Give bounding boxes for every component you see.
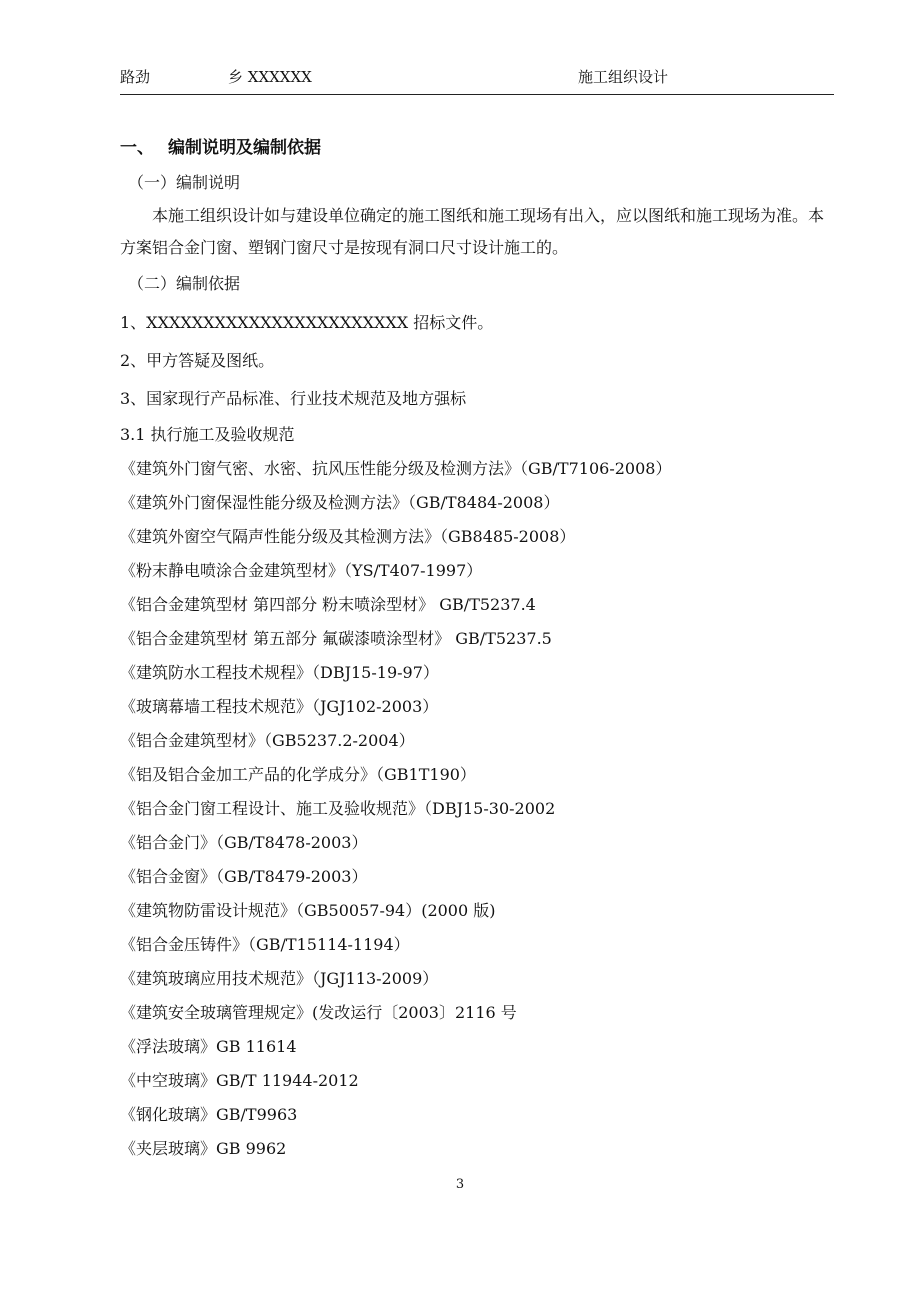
list-item: 《建筑物防雷设计规范》（GB50057-94）(2000 版) [120,901,496,920]
list-item: 2、甲方答疑及图纸。 [120,351,275,370]
list-item: 《浮法玻璃》GB 11614 [120,1037,297,1056]
basis-list [120,304,836,452]
list-item: 《建筑外门窗气密、水密、抗风压性能分级及检测方法》（GB/T7106-2008） [120,459,672,478]
page-body [120,134,836,1166]
list-item: 3、国家现行产品标准、行业技术规范及地方强标 [120,389,467,408]
header-doc-title: 施工组织设计 [578,68,669,86]
list-item: 《铝合金窗》（GB/T8479-2003） [120,867,368,886]
explanation-paragraph: 本施工组织设计如与建设单位确定的施工图纸和施工现场有出入，应以图纸和施工现场为准。本方案铝合金门窗、塑钢门窗尺寸是按现有洞口尺寸设计施工的。 [120,206,825,257]
list-item: 《铝合金建筑型材》（GB5237.2-2004） [120,731,415,750]
list-item: 《铝合金压铸件》（GB/T15114-1194） [120,935,410,954]
page-header [120,64,834,94]
list-item: 《铝合金门窗工程设计、施工及验收规范》（DBJ15-30-2002 [120,799,556,818]
subsection-basis-title: （二）编制依据 [128,274,241,293]
list-item: 《建筑玻璃应用技术规范》（JGJ113-2009） [120,969,439,988]
list-item: 《中空玻璃》GB/T 11944-2012 [120,1071,359,1090]
list-item: 《夹层玻璃》GB 9962 [120,1139,287,1158]
header-rule [120,94,834,95]
list-item: 3.1 执行施工及验收规范 [120,425,295,444]
list-item: 《铝合金建筑型材 第五部分 氟碳漆喷涂型材》 GB/T5237.5 [120,629,552,648]
header-project: 乡 XXXXXX [228,68,312,86]
list-item: 《建筑安全玻璃管理规定》(发改运行〔2003〕2116 号 [120,1003,517,1022]
section-title: 编制说明及编制依据 [168,138,321,158]
list-item: 《铝合金门》（GB/T8478-2003） [120,833,368,852]
list-item: 1、XXXXXXXXXXXXXXXXXXXXXXX 招标文件。 [120,313,494,332]
page-number: 3 [455,1177,465,1192]
list-item: 《钢化玻璃》GB/T9963 [120,1105,298,1124]
standards-list [120,452,836,1166]
header-company: 路劲 [120,68,151,86]
list-item: 《建筑外门窗保湿性能分级及检测方法》（GB/T8484-2008） [120,493,560,512]
section-number: 一、 [120,138,154,158]
list-item: 《建筑外窗空气隔声性能分级及其检测方法》（GB8485-2008） [120,527,576,546]
list-item: 《建筑防水工程技术规程》（DBJ15-19-97） [120,663,439,682]
subsection-explanation-title: （一）编制说明 [128,173,241,192]
section-heading [120,134,836,166]
list-item: 《玻璃幕墙工程技术规范》（JGJ102-2003） [120,697,439,716]
list-item: 《铝及铝合金加工产品的化学成分》（GB1T190） [120,765,476,784]
list-item: 《铝合金建筑型材 第四部分 粉末喷涂型材》 GB/T5237.4 [120,595,536,614]
list-item: 《粉末静电喷涂合金建筑型材》（YS/T407-1997） [120,561,483,580]
